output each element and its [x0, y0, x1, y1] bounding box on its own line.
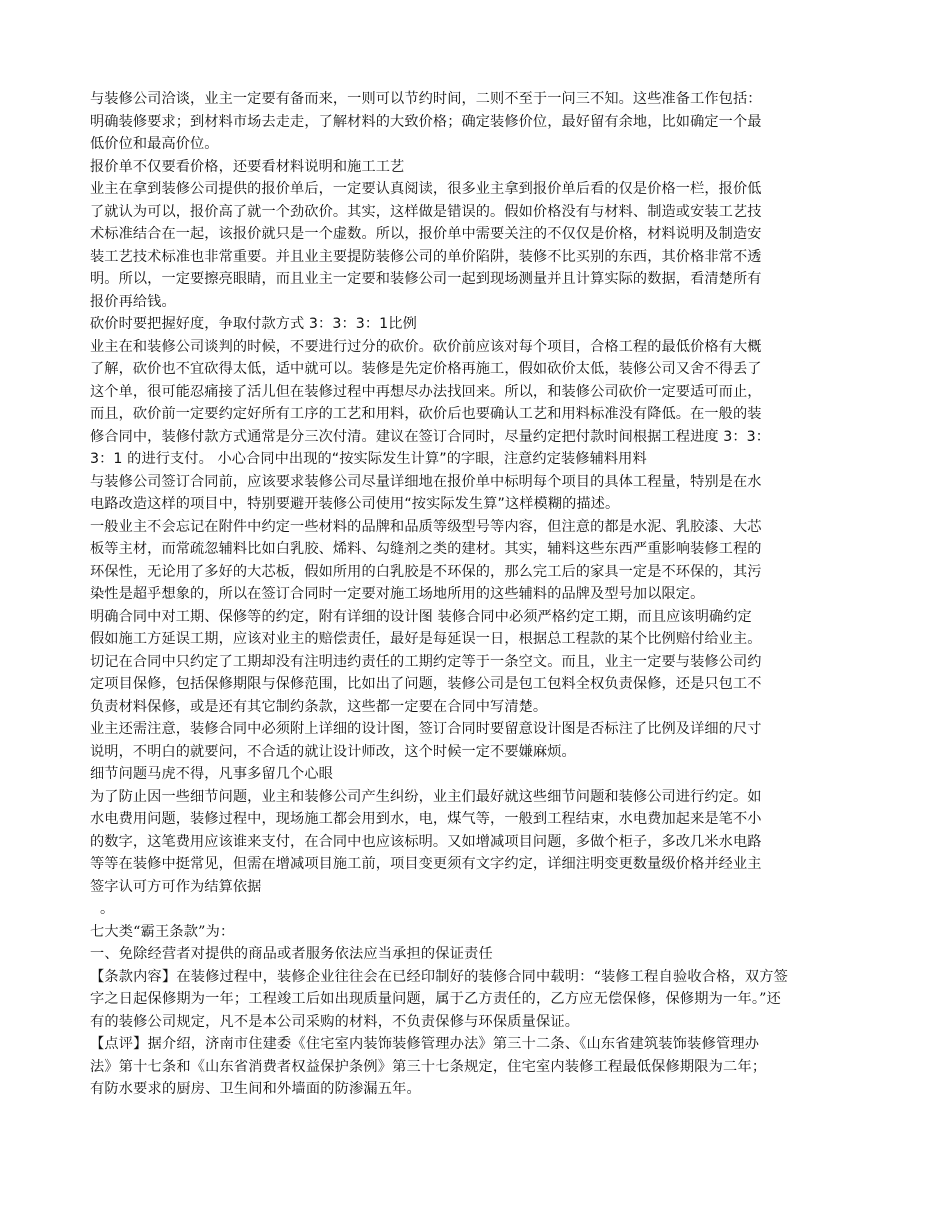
- text-line: 业主在和装修公司谈判的时候，不要进行过分的砍价。砍价前应该对每个项目，合格工程的最低价格有大概: [90, 338, 762, 355]
- text-line: 水电费用问题，装修过程中，现场施工都会用到水，电，煤气等，一般到工程结束，水电费加起来是笔不小: [90, 811, 762, 827]
- text-line: 装工艺技术标准也非常重要。并且业主要提防装修公司的单价陷阱，装修不比买别的东西，其价格非常不透: [90, 248, 762, 265]
- text-line: 法》第十七条和《山东省消费者权益保护条例》第三十七条规定，住宅室内装修工程最低保修期限为二年；: [90, 1058, 767, 1075]
- text-line: 定项目保修，包括保修期限与保修范围，比如出了问题，装修公司是包工包料全权负责保修，还是只包工不: [90, 676, 762, 692]
- text-line: 了就认为可以，报价高了就一个劲砍价。其实，这样做是错误的。假如价格没有与材料、制造或安装工艺技: [90, 203, 762, 220]
- text-line: 等等在装修中挺常见，但需在增减项目施工前，项目变更须有文字约定，详细注明变更数量级价格并经业主: [90, 856, 762, 872]
- text-line: 3：1 的进行支付。 小心合同中出现的“按实际发生计算”的字眼，注意约定装修辅料用料: [90, 451, 647, 467]
- text-line: 签字认可方可作为结算依据: [90, 878, 262, 895]
- section-heading: 一、免除经营者对提供的商品或者服务依法应当承担的保证责任: [90, 946, 493, 962]
- text-line: 假如施工方延误工期，应该对业主的赔偿责任，最好是每延误一日，根据总工程款的某个比例赔付给业主。: [90, 631, 762, 647]
- text-line: 切记在合同中只约定了工期却没有注明违约责任的工期约定等于一条空文。而且，业主一定要与装修公司约: [90, 653, 762, 670]
- text-line: 负责材料保修，或是还有其它制约条款，这些都一定要在合同中写清楚。: [90, 698, 548, 715]
- text-line: 而且，砍价前一定要约定好所有工序的工艺和用料，砍价后也要确认工艺和用料标准没有降低。在一般的装: [90, 406, 762, 422]
- section-heading: 报价单不仅要看价格，还要看材料说明和施工工艺: [90, 158, 405, 175]
- text-line: 环保性，无论用了多好的大芯板，假如所用的白乳胶是不环保的，那么完工后的家具一定是不环保的，其污: [90, 563, 762, 580]
- text-line: 说明，不明白的就要问，不合适的就让设计师改，这个时候一定不要嫌麻烦。: [90, 743, 576, 760]
- text-line: 电路改造这样的项目中，特别要避开装修公司使用“按实际发生算”这样模糊的描述。: [90, 496, 620, 512]
- text-line: 与装修公司签订合同前，应该要求装修公司尽量详细地在报价单中标明每个项目的具体工程量，特别是在水: [90, 473, 762, 490]
- text-line: 。: [100, 901, 115, 917]
- text-line: 修合同中，装修付款方式通常是分三次付清。建议在签订合同时，尽量约定把付款时间根据工程进度 3：3：: [90, 428, 771, 445]
- text-line: 有的装修公司规定，凡不是本公司采购的材料，不负责保修与环保质量保证。: [90, 1013, 580, 1030]
- text-line: 字之日起保修期为一年；工程竣工后如出现质量问题，属于乙方责任的，乙方应无偿保修，保修期为一年。”还: [90, 991, 781, 1007]
- text-line: 染性是超乎想象的，所以在签订合同时一定要对施工场地所用的这些辅料的品牌及型号加以限定。: [90, 586, 705, 602]
- text-line: 明。所以，一定要擦亮眼睛，而且业主一定要和装修公司一起到现场测量并且计算实际的数据，看清楚所有: [90, 271, 762, 287]
- text-line: 明确装修要求；到材料市场去走走，了解材料的大致价格；确定装修价位，最好留有余地，比如确定一个最: [90, 113, 762, 130]
- text-line: 【条款内容】在装修过程中，装修企业往往会在已经印制好的装修合同中载明：“装修工程自验收合格，双方签: [90, 968, 789, 985]
- text-line: 这个单，很可能忍痛接了活儿但在装修过程中再想尽办法找回来。所以，和装修公司砍价一定要适可而止，: [90, 383, 762, 400]
- text-line: 有防水要求的厨房、卫生间和外墙面的防渗漏五年。: [90, 1081, 421, 1097]
- section-heading: 砍价时要把握好度，争取付款方式 3：3：3：1比例: [90, 316, 417, 332]
- text-line: 【点评】据介绍，济南市住建委《住宅室内装饰装修管理办法》第三十二条、《山东省建筑装饰装修管理办: [90, 1036, 760, 1052]
- text-line: 板等主材，而常疏忽辅料比如白乳胶、烯料、勾缝剂之类的建材。其实，辅料这些东西严重影响装修工程的: [90, 541, 762, 557]
- text-line: 业主在拿到装修公司提供的报价单后，一定要认真阅读，很多业主拿到报价单后看的仅是价格一栏，报价低: [90, 181, 762, 197]
- section-heading: 细节问题马虎不得，凡事多留几个心眼: [90, 766, 333, 782]
- text-line: 业主还需注意，装修合同中必须附上详细的设计图，签订合同时要留意设计图是否标注了比例及详细的尺寸: [90, 721, 762, 737]
- text-line: 低价位和最高价位。: [90, 136, 219, 152]
- text-line: 与装修公司洽谈，业主一定要有备而来，一则可以节约时间，二则不至于一问三不知。这些准备工作包括：: [90, 91, 762, 107]
- section-heading: 七大类“霸王条款”为：: [90, 923, 235, 940]
- text-line: 为了防止因一些细节问题，业主和装修公司产生纠纷，业主们最好就这些细节问题和装修公司进行约定。如: [90, 788, 762, 805]
- text-line: 报价再给钱。: [90, 293, 176, 310]
- text-line: 术标准结合在一起，该报价就只是一个虚数。所以，报价单中需要关注的不仅仅是价格，材料说明及制造安: [90, 226, 762, 242]
- text-line: 明确合同中对工期、保修等的约定，附有详细的设计图 装修合同中必须严格约定工期，而且应该明确约定: [90, 608, 752, 625]
- document-body: [90, 88, 860, 1101]
- text-line: 的数字，这笔费用应该谁来支付，在合同中也应该标明。又如增减项目问题，多做个柜子，多改几米水电路: [90, 833, 762, 850]
- text-line: 了解，砍价也不宜砍得太低，适中就可以。装修是先定价格再施工，假如砍价太低，装修公司又舍不得丢了: [90, 361, 762, 377]
- text-line: 一般业主不会忘记在附件中约定一些材料的品牌和品质等级型号等内容，但注意的都是水泥、乳胶漆、大芯: [90, 518, 762, 535]
